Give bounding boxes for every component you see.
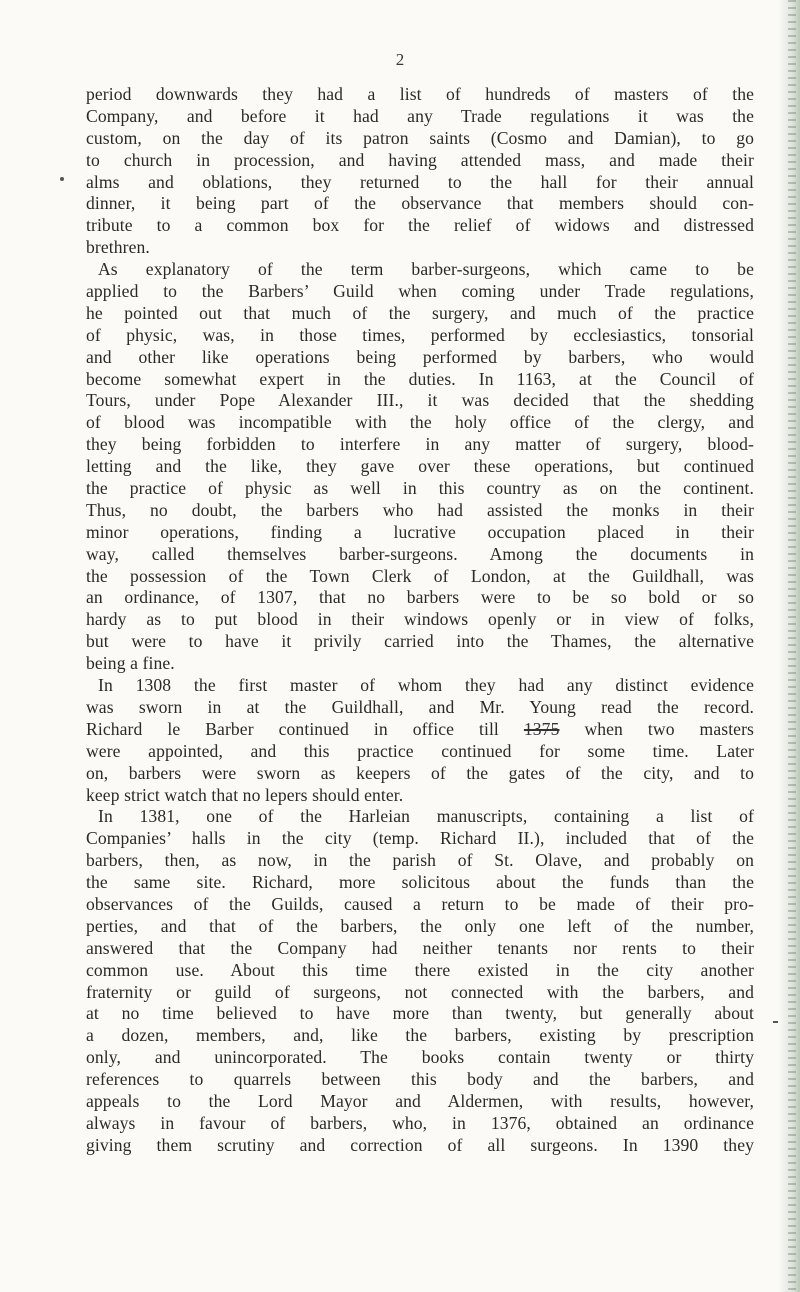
text-line: Tours, under Pope Alexander III., it was decided that the shedding — [86, 390, 754, 411]
text-line: tribute to a common box for the relief of widows and distressed — [86, 215, 754, 236]
text-line: Companies’ halls in the city (temp. Richard II.), included that of the — [86, 828, 754, 849]
text-line: way, called themselves barber-surgeons. Among the documents in — [86, 543, 754, 564]
text-line: letting and the like, they gave over these operations, but continued — [86, 456, 754, 477]
body-text — [86, 84, 754, 1157]
text-line: of blood was incompatible with the holy office of the clergy, and — [86, 412, 754, 433]
text-line: brethren. — [86, 237, 150, 258]
text-line: an ordinance, of 1307, that no barbers were to be so bold or so — [86, 587, 754, 608]
text-line: minor operations, finding a lucrative occupation placed in their — [86, 521, 754, 542]
text-line: giving them scrutiny and correction of all surgeons. In 1390 they — [86, 1134, 754, 1155]
text-line: the practice of physic as well in this country as on the continent. — [86, 478, 754, 499]
text-line: on, barbers were sworn as keepers of the gates of the city, and to — [86, 762, 754, 783]
text-line: references to quarrels between this body and the barbers, and — [86, 1069, 754, 1090]
text-line: at no time believed to have more than twenty, but generally about — [86, 1003, 754, 1024]
text-line: they being forbidden to interfere in any matter of surgery, blood- — [86, 434, 754, 455]
text-line: a dozen, members, and, like the barbers, existing by prescription — [86, 1025, 754, 1046]
text-line: to church in procession, and having attended mass, and made their — [86, 149, 754, 170]
text-line: answered that the Company had neither tenants nor rents to their — [86, 937, 754, 958]
text-line: period downwards they had a list of hundreds of masters of the — [86, 84, 754, 104]
text-line: perties, and that of the barbers, the only one left of the number, — [86, 915, 754, 936]
text-line: were appointed, and this practice continued for some time. Later — [86, 740, 754, 761]
margin-dot-mark — [60, 177, 64, 181]
paragraph-start: In 1381, one of the Harleian manuscripts, containing a list of — [98, 806, 754, 827]
text-line: of physic, was, in those times, performed by ecclesiastics, tonsorial — [86, 324, 754, 345]
paragraph-start: As explanatory of the term barber-surgeons, which came to be — [98, 259, 754, 280]
text-line: applied to the Barbers’ Guild when coming under Trade regulations, — [86, 281, 754, 302]
text-line: keep strict watch that no lepers should enter. — [86, 784, 404, 805]
text-line: appeals to the Lord Mayor and Aldermen, with results, however, — [86, 1090, 754, 1111]
text-line: being a fine. — [86, 653, 175, 674]
text-line: fraternity or guild of surgeons, not connected with the barbers, and — [86, 981, 754, 1002]
text-line: the possession of the Town Clerk of London, at the Guildhall, was — [86, 565, 754, 586]
paragraph-start: In 1308 the first master of whom they had any distinct evidence — [98, 675, 754, 696]
text-line: was sworn in at the Guildhall, and Mr. Young read the record. — [86, 696, 754, 717]
text-line: barbers, then, as now, in the parish of St. Olave, and probably on — [86, 850, 754, 871]
text-line: Company, and before it had any Trade regulations it was the — [86, 105, 754, 126]
text-line: observances of the Guilds, caused a return to be made of their pro- — [86, 893, 754, 914]
text-line: dinner, it being part of the observance that members should con- — [86, 193, 754, 214]
struck-date: 1375 — [523, 718, 560, 739]
page-number: 2 — [395, 50, 405, 69]
text-line: become somewhat expert in the duties. In 1163, at the Council of — [86, 368, 754, 389]
text-line: custom, on the day of its patron saints (Cosmo and Damian), to go — [86, 127, 754, 148]
text-line: but were to have it privily carried into the Thames, the alternative — [86, 631, 754, 652]
text-line: always in favour of barbers, who, in 1376, obtained an ordinance — [86, 1112, 754, 1133]
text-line: only, and unincorporated. The books contain twenty or thirty — [86, 1047, 754, 1068]
text-line: and other like operations being performed by barbers, who would — [86, 346, 754, 367]
text-line: hardy as to put blood in their windows openly or in view of folks, — [86, 609, 754, 630]
text-line: common use. About this time there existed in the city another — [86, 959, 754, 980]
text-line: the same site. Richard, more solicitous about the funds than the — [86, 872, 754, 893]
text-line: Thus, no doubt, the barbers who had assisted the monks in their — [86, 499, 754, 520]
text-line: alms and oblations, they returned to the hall for their annual — [86, 171, 754, 192]
page-edge-texture — [788, 0, 796, 1292]
text-line: he pointed out that much of the surgery, and much of the practice — [86, 302, 754, 323]
text-line-with-correction: Richard le Barber continued in office till 1375 when two masters — [86, 718, 755, 739]
